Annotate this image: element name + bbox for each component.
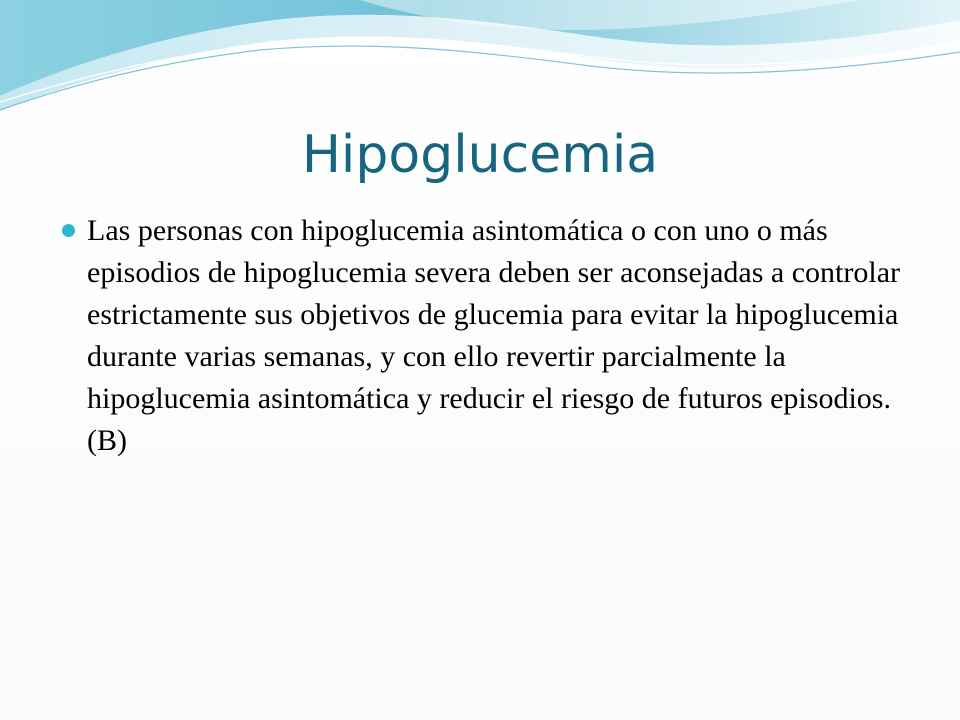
bullet-list xyxy=(62,210,932,462)
bullet-dot-icon xyxy=(62,224,75,237)
wave-header-decoration xyxy=(0,0,960,140)
bullet-text: Las personas con hipoglucemia asintomática o con uno o más episodios de hipoglucemia severa deben ser aconsejadas a controlar estrictamente sus objetivos de glucemia para evitar la hipoglucemia durante varias semanas, y con ello revertir parcialmente la hipoglucemia asintomática y reducir el riesgo de futuros episodios. (B) xyxy=(87,214,901,457)
bullet-item xyxy=(62,210,932,462)
slide-title: Hipoglucemia xyxy=(301,125,659,185)
